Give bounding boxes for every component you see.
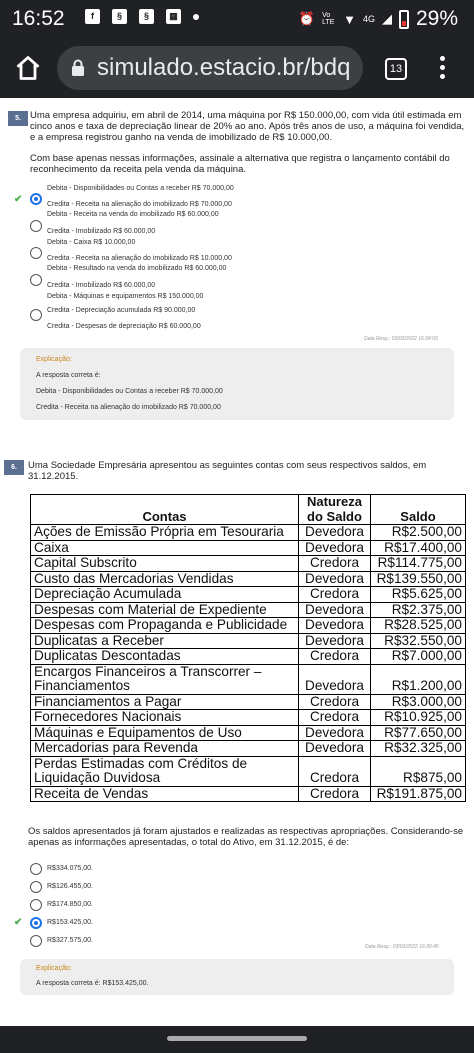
cell-natureza: Devedora	[299, 633, 371, 649]
question-line: cinco anos e taxa de depreciação linear de 20% ao ano. Após três anos de uso, a máquina foi vendida,	[30, 121, 465, 132]
answer-option[interactable]	[30, 899, 450, 913]
cell-saldo: R$2.375,00	[371, 602, 466, 618]
balances-table	[30, 494, 466, 802]
response-timestamp: Data Resp.: 03/03/2022 16:39:45	[365, 944, 439, 950]
option-label: R$327.575,00.	[47, 937, 93, 944]
table-row	[31, 694, 466, 710]
radio-button[interactable]	[30, 193, 42, 205]
cell-conta: Despesas com Material de Expediente	[31, 602, 299, 618]
table-row	[31, 664, 466, 694]
question-number: 5.	[8, 111, 28, 126]
option-label: R$153.425,00.	[47, 919, 93, 926]
option-line: Credita - Imobilizado R$ 60.000,00	[47, 228, 156, 235]
cell-conta: Despesas com Propaganda e Publicidade	[31, 618, 299, 634]
cell-saldo: R$5.625,00	[371, 587, 466, 603]
explanation-line: A resposta correta é:	[36, 372, 101, 379]
explanation-title: Explicação:	[36, 356, 72, 363]
table-row	[31, 741, 466, 757]
radio-button[interactable]	[30, 899, 42, 911]
cell-conta: Fornecedores Nacionais	[31, 710, 299, 726]
page-content	[0, 98, 474, 1026]
browser-toolbar	[0, 38, 474, 98]
cell-conta: Perdas Estimadas com Créditos de Liquidação Duvidosa	[31, 756, 299, 786]
option-line: Credita - Despesas de depreciação R$ 60.000,00	[47, 323, 201, 330]
correct-check-icon: ✔	[14, 917, 23, 928]
cell-conta: Capital Subscrito	[31, 556, 299, 572]
option-label: R$334.075,00.	[47, 865, 93, 872]
cell-saldo: R$32.325,00	[371, 741, 466, 757]
wifi-icon: ▼	[343, 11, 356, 27]
cell-saldo: R$1.200,00	[371, 664, 466, 694]
qr-icon: ▦	[166, 9, 181, 24]
answer-option[interactable]	[30, 917, 450, 931]
explanation-line: A resposta correta é: R$153.425,00.	[36, 980, 149, 987]
question-prompt	[28, 826, 463, 848]
android-nav-bar	[0, 1026, 474, 1053]
cell-natureza: Devedora	[299, 525, 371, 541]
option-label: R$174.850,00.	[47, 901, 93, 908]
cell-conta: Caixa	[31, 540, 299, 556]
explanation-title: Explicação:	[36, 965, 72, 972]
lock-icon	[71, 59, 85, 77]
table-row	[31, 540, 466, 556]
cell-natureza: Credora	[299, 710, 371, 726]
cell-natureza: Devedora	[299, 571, 371, 587]
cell-natureza: Devedora	[299, 664, 371, 694]
question-line: Uma Sociedade Empresária apresentou as seguintes contas com seus respectivos saldos, em	[28, 460, 427, 471]
cell-conta: Encargos Financeiros a Transcorrer – Financiamentos	[31, 664, 299, 694]
question-number: 6.	[4, 460, 24, 475]
cell-saldo: R$7.000,00	[371, 649, 466, 665]
option-line: Debita - Resultado na venda do imobilizado R$ 60.000,00	[47, 265, 227, 272]
address-bar[interactable]	[57, 46, 363, 90]
battery-percent: 29%	[415, 7, 458, 30]
cell-natureza: Credora	[299, 587, 371, 603]
cell-natureza: Devedora	[299, 602, 371, 618]
radio-button[interactable]	[30, 863, 42, 875]
table-row	[31, 725, 466, 741]
status-bar	[0, 0, 474, 38]
cell-conta: Duplicatas Descontadas	[31, 649, 299, 665]
option-line: Credita - Imobilizado R$ 60.000,00	[47, 282, 156, 289]
signal-icon: ◢	[381, 11, 392, 26]
radio-button[interactable]	[30, 220, 42, 232]
table-row	[31, 756, 466, 786]
cell-conta: Depreciação Acumulada	[31, 587, 299, 603]
option-label: R$126.455,00.	[47, 883, 93, 890]
answer-option[interactable]	[30, 265, 450, 293]
cell-natureza: Devedora	[299, 741, 371, 757]
network-label: 4G	[362, 14, 375, 24]
question-line: Com base apenas nessas informações, assinale a alternativa que registra o lançamento contábil do	[30, 153, 450, 164]
volte-label: Vo LTE	[322, 12, 335, 26]
option-line: Credita - Depreciação acumulada R$ 90.000,00	[47, 307, 196, 314]
option-line: Debita - Disponibilidades ou Contas a receber R$ 70.000,00	[47, 185, 234, 192]
answer-option[interactable]	[30, 239, 450, 267]
app-icon: §	[112, 9, 127, 24]
table-row	[31, 786, 466, 802]
answer-option[interactable]	[30, 881, 450, 895]
cell-saldo: R$28.525,00	[371, 618, 466, 634]
cell-natureza: Credora	[299, 786, 371, 802]
home-gesture-bar[interactable]	[167, 1036, 307, 1041]
header-natureza: Natureza do Saldo	[299, 495, 371, 525]
battery-icon	[399, 10, 409, 29]
cell-saldo: R$2.500,00	[371, 525, 466, 541]
cell-saldo: R$77.650,00	[371, 725, 466, 741]
question-text	[30, 110, 464, 143]
option-line: Debita - Máquinas e equipamentos R$ 150.000,00	[47, 293, 204, 300]
header-contas: Contas	[31, 495, 299, 525]
cell-natureza: Devedora	[299, 725, 371, 741]
app-icon: §	[139, 9, 154, 24]
response-timestamp: Data Resp.: 03/03/2022 16:34:03	[364, 336, 438, 342]
option-line: Credita - Receita na alienação do imobilizado R$ 10.000,00	[47, 255, 232, 262]
cell-saldo: R$191.875,00	[371, 786, 466, 802]
option-line: Debita - Caixa R$ 10.000,00	[47, 239, 136, 246]
cell-conta: Máquinas e Equipamentos de Uso	[31, 725, 299, 741]
question-line: reconhecimento da receita pela venda da máquina.	[30, 164, 247, 175]
cell-conta: Financiamentos a Pagar	[31, 694, 299, 710]
radio-button[interactable]	[30, 274, 42, 286]
cell-natureza: Devedora	[299, 618, 371, 634]
cell-saldo: R$17.400,00	[371, 540, 466, 556]
option-line: Debita - Receita na venda do imobilizado R$ 60.000,00	[47, 211, 219, 218]
table-header-row	[31, 495, 466, 525]
cell-saldo: R$32.550,00	[371, 633, 466, 649]
question-line: 31.12.2015.	[28, 471, 79, 482]
clock: 16:52	[12, 7, 65, 30]
question-prompt	[30, 153, 450, 175]
radio-button[interactable]	[30, 247, 42, 259]
correct-check-icon: ✔	[14, 194, 23, 205]
question-line: Os saldos apresentados já foram ajustados e realizadas as respectivas apropriações. Considerando-se	[28, 826, 464, 837]
system-icons	[299, 7, 458, 31]
cell-natureza: Devedora	[299, 540, 371, 556]
answer-option[interactable]	[30, 293, 450, 335]
cell-natureza: Credora	[299, 649, 371, 665]
radio-button[interactable]	[30, 935, 42, 947]
table-row	[31, 710, 466, 726]
url-text: simulado.estacio.br/bdq	[97, 54, 351, 81]
cell-conta: Duplicatas a Receber	[31, 633, 299, 649]
cell-conta: Custo das Mercadorias Vendidas	[31, 571, 299, 587]
table-row	[31, 602, 466, 618]
tab-switcher-button[interactable]: 13	[385, 58, 407, 80]
question-line: apenas as informações apresentadas, o total do Ativo, em 31.12.2015, é de:	[28, 837, 350, 848]
cell-conta: Mercadorias para Revenda	[31, 741, 299, 757]
option-line: Credita - Receita na alienação do imobilizado R$ 70.000,00	[47, 201, 232, 208]
alarm-icon: ⏰	[298, 11, 316, 26]
explanation-line: Credita - Receita na alienação do imobilizado R$ 70.000,00	[36, 404, 221, 411]
more-menu-icon[interactable]	[434, 56, 450, 82]
table-row	[31, 571, 466, 587]
radio-button[interactable]	[30, 881, 42, 893]
explanation-box	[20, 959, 454, 995]
question-line: Uma empresa adquiriu, em abril de 2014, uma máquina por R$ 150.000,00, com vida útil estimada em	[30, 110, 462, 121]
question-text	[28, 460, 426, 482]
question-line: e a empresa registrou ganho na venda de imobilizado de R$ 10.000,00.	[30, 132, 333, 143]
table-row	[31, 556, 466, 572]
dot-icon	[193, 14, 199, 20]
table-row	[31, 525, 466, 541]
answer-option[interactable]	[30, 863, 450, 877]
answer-option[interactable]	[30, 184, 450, 214]
table-row	[31, 587, 466, 603]
home-icon[interactable]	[14, 54, 42, 82]
cell-conta: Receita de Vendas	[31, 786, 299, 802]
facebook-icon: f	[85, 9, 100, 24]
cell-saldo: R$139.550,00	[371, 571, 466, 587]
cell-natureza: Credora	[299, 756, 371, 786]
radio-button[interactable]	[30, 309, 42, 321]
table-row	[31, 633, 466, 649]
explanation-line: Debita - Disponibilidades ou Contas a receber R$ 70.000,00	[36, 388, 223, 395]
header-saldo: Saldo	[371, 495, 466, 525]
cell-natureza: Credora	[299, 694, 371, 710]
cell-conta: Ações de Emissão Própria em Tesouraria	[31, 525, 299, 541]
cell-saldo: R$10.925,00	[371, 710, 466, 726]
cell-saldo: R$3.000,00	[371, 694, 466, 710]
notification-icons	[85, 9, 199, 24]
table-row	[31, 649, 466, 665]
explanation-box	[20, 348, 454, 420]
table-row	[31, 618, 466, 634]
cell-saldo: R$875,00	[371, 756, 466, 786]
cell-natureza: Credora	[299, 556, 371, 572]
answer-option[interactable]	[30, 211, 450, 239]
cell-saldo: R$114.775,00	[371, 556, 466, 572]
radio-button[interactable]	[30, 917, 42, 929]
